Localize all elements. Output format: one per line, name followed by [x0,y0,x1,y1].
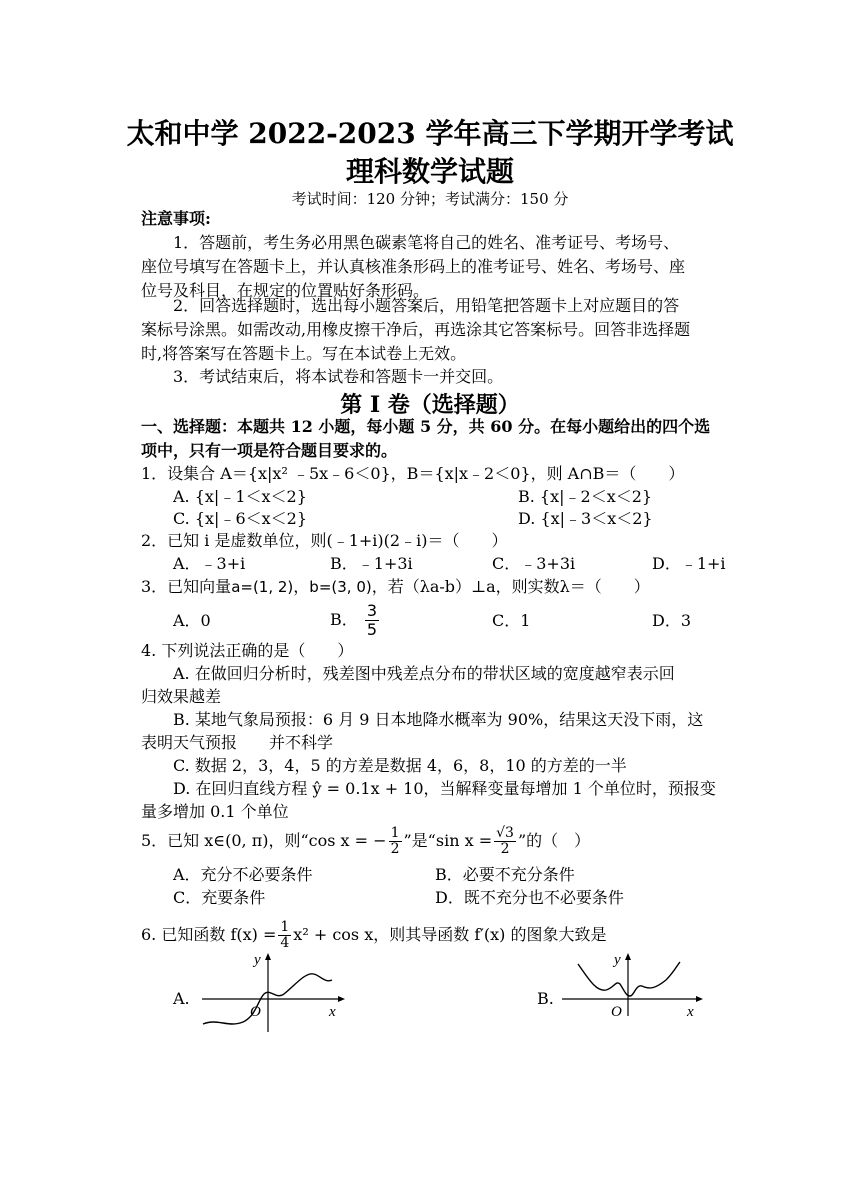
note-1-line1: 1．答题前，考生务必用黑色碳素笔将自己的姓名、准考证号、考场号、 [173,233,680,252]
q3-stem-prefix: 3．已知向量 [141,577,232,596]
exam-title-line1: 太和中学 2022-2023 学年高三下学期开学考试 [126,117,734,150]
q6-stem-suffix: x² + cos x，则其导函数 f′(x) 的图象大致是 [293,925,607,944]
q4-option-a-line2: 归效果越差 [141,687,222,706]
q6-fraction [278,920,291,951]
q1-option-b: B. {x|﹣2＜x＜2} [518,487,653,506]
section-instructions-line1: 一、选择题：本题共 12 小题，每小题 5 分，共 60 分。在每小题给出的四个选 [141,417,711,436]
q6-graph-b [558,950,708,1020]
q5-stem-middle: ”是“sin x = [403,831,493,850]
q6-graph-b-y-arrow [625,953,631,960]
q3-option-b-fraction [365,602,379,639]
exam-title-line2: 理科数学试题 [345,155,514,188]
q3-condition: ，若（λa-b）⊥a，则实数λ＝（ ） [371,577,650,596]
q4-option-d-line1: D. 在回归直线方程 ŷ = 0.1x + 10，当解释变量每增加 1 个单位时，预报变 [173,779,716,798]
q3-option-b [330,602,381,639]
q3-stem: 3．已知向量a=(1, 2)，b=(3, 0)，若（λa-b）⊥a，则实数λ＝（ ） [141,577,650,596]
q5-option-c: C．充要条件 [173,888,266,907]
note-2-line3: 时,将答案写在答题卡上。写在本试卷上无效。 [141,344,467,363]
q5-fraction-2-numerator: √3 [496,825,514,841]
q2-option-c: C．﹣3+3i [492,554,576,573]
section-instructions-line2: 项中，只有一项是符合题目要求的。 [141,441,398,460]
q1-option-a: A. {x|﹣1＜x＜2} [173,487,307,506]
q5-fraction-1-numerator: 1 [390,825,400,841]
q5-fraction-1-denominator: 2 [390,841,400,857]
q6-graph-b-origin: O [611,1004,622,1020]
q6-graph-a-y-label: y [254,952,261,968]
q6-graph-a-origin: O [250,1004,261,1020]
q6-graph-a-x-arrow [338,996,345,1002]
q3-option-b-numerator: 3 [366,601,378,620]
note-2-line1: 2．回答选择题时，选出每小题答案后，用铅笔把答题卡上对应题目的答 [173,296,680,315]
q1-stem: 1．设集合 A＝{x|x² ﹣5x﹣6＜0}，B＝{x|x﹣2＜0}，则 A∩B＝（ ） [141,464,685,483]
q1-option-c: C. {x|﹣6＜x＜2} [173,509,308,528]
q6-graph-b-x-arrow [696,996,703,1002]
q6-graph-a [198,950,348,1035]
q3-option-b-label: B． [330,610,358,629]
q5-fraction-2-denominator: 2 [500,841,510,857]
q2-option-b: B．﹣1+3i [330,554,413,573]
q5-stem-suffix: ”的（ ） [517,831,591,850]
notes-heading: 注意事项: [141,209,211,228]
q6-graph-b-y-label: y [614,952,621,968]
q6-fraction-denominator: 4 [280,935,290,951]
note-1-line3: 位号及科目，在规定的位置贴好条形码。 [141,281,430,300]
q4-option-b-line1: B. 某地气象局预报：6 月 9 日本地降水概率为 90%，结果这天没下雨，这 [173,710,704,729]
q6-graph-a-x-label: x [329,1004,336,1020]
q6-stem-prefix: 6. 已知函数 f(x) = [141,925,277,944]
q5-stem-prefix: 5．已知 x∈(0, π)，则“cos x = − [141,831,387,850]
q6-stem [141,920,606,951]
q5-option-b: B．必要不充分条件 [435,865,575,884]
q5-fraction-1 [389,826,402,857]
q3-vector-b: b=(3, 0) [309,578,372,596]
q5-fraction-2 [494,826,516,857]
q3-option-c: C．1 [492,611,531,630]
q4-option-b-line2: 表明天气预报 并不科学 [141,733,334,752]
q2-stem: 2．已知 i 是虚数单位，则(﹣1+i)(2﹣i)＝（ ） [141,531,508,550]
q5-option-a: A．充分不必要条件 [173,865,313,884]
q3-option-a: A．0 [173,611,211,630]
q3-option-d: D．3 [652,611,692,630]
q6-option-a-label: A. [173,989,190,1008]
note-1-line2: 座位号填写在答题卡上，并认真核准条形码上的准考证号、姓名、考场号、座 [141,257,686,276]
section-title: 第 I 卷（选择题） [340,392,520,418]
q4-option-a-line1: A. 在做回归分析时，残差图中残差点分布的带状区域的宽度越窄表示回 [173,664,675,683]
q3-option-b-denominator: 5 [366,620,378,639]
q6-option-b-label: B. [537,989,554,1008]
note-2-line2: 案标号涂黑。如需改动,用橡皮擦干净后，再选涂其它答案标号。回答非选择题 [141,320,691,339]
q2-option-a: A．﹣3+i [173,554,246,573]
q5-stem [141,826,590,857]
q2-option-d: D．﹣1+i [652,554,726,573]
exam-info: 考试时间：120 分钟；考试满分：150 分 [291,190,569,208]
q5-option-d: D．既不充分也不必要条件 [435,888,624,907]
q6-graph-b-x-label: x [687,1004,694,1020]
q3-vector-a: a=(1, 2) [231,578,294,596]
q6-graph-a-y-arrow [265,953,271,960]
q6-fraction-numerator: 1 [280,919,290,935]
q1-option-d: D. {x|﹣3＜x＜2} [518,509,653,528]
q4-option-d-line2: 量多增加 0.1 个单位 [141,802,289,821]
q4-option-c: C. 数据 2，3，4，5 的方差是数据 4，6，8，10 的方差的一半 [173,756,627,775]
q6-graph-b-curve [578,962,680,996]
note-3: 3．考试结束后，将本试卷和答题卡一并交回。 [173,367,504,386]
q4-stem: 4. 下列说法正确的是（ ） [141,641,354,660]
